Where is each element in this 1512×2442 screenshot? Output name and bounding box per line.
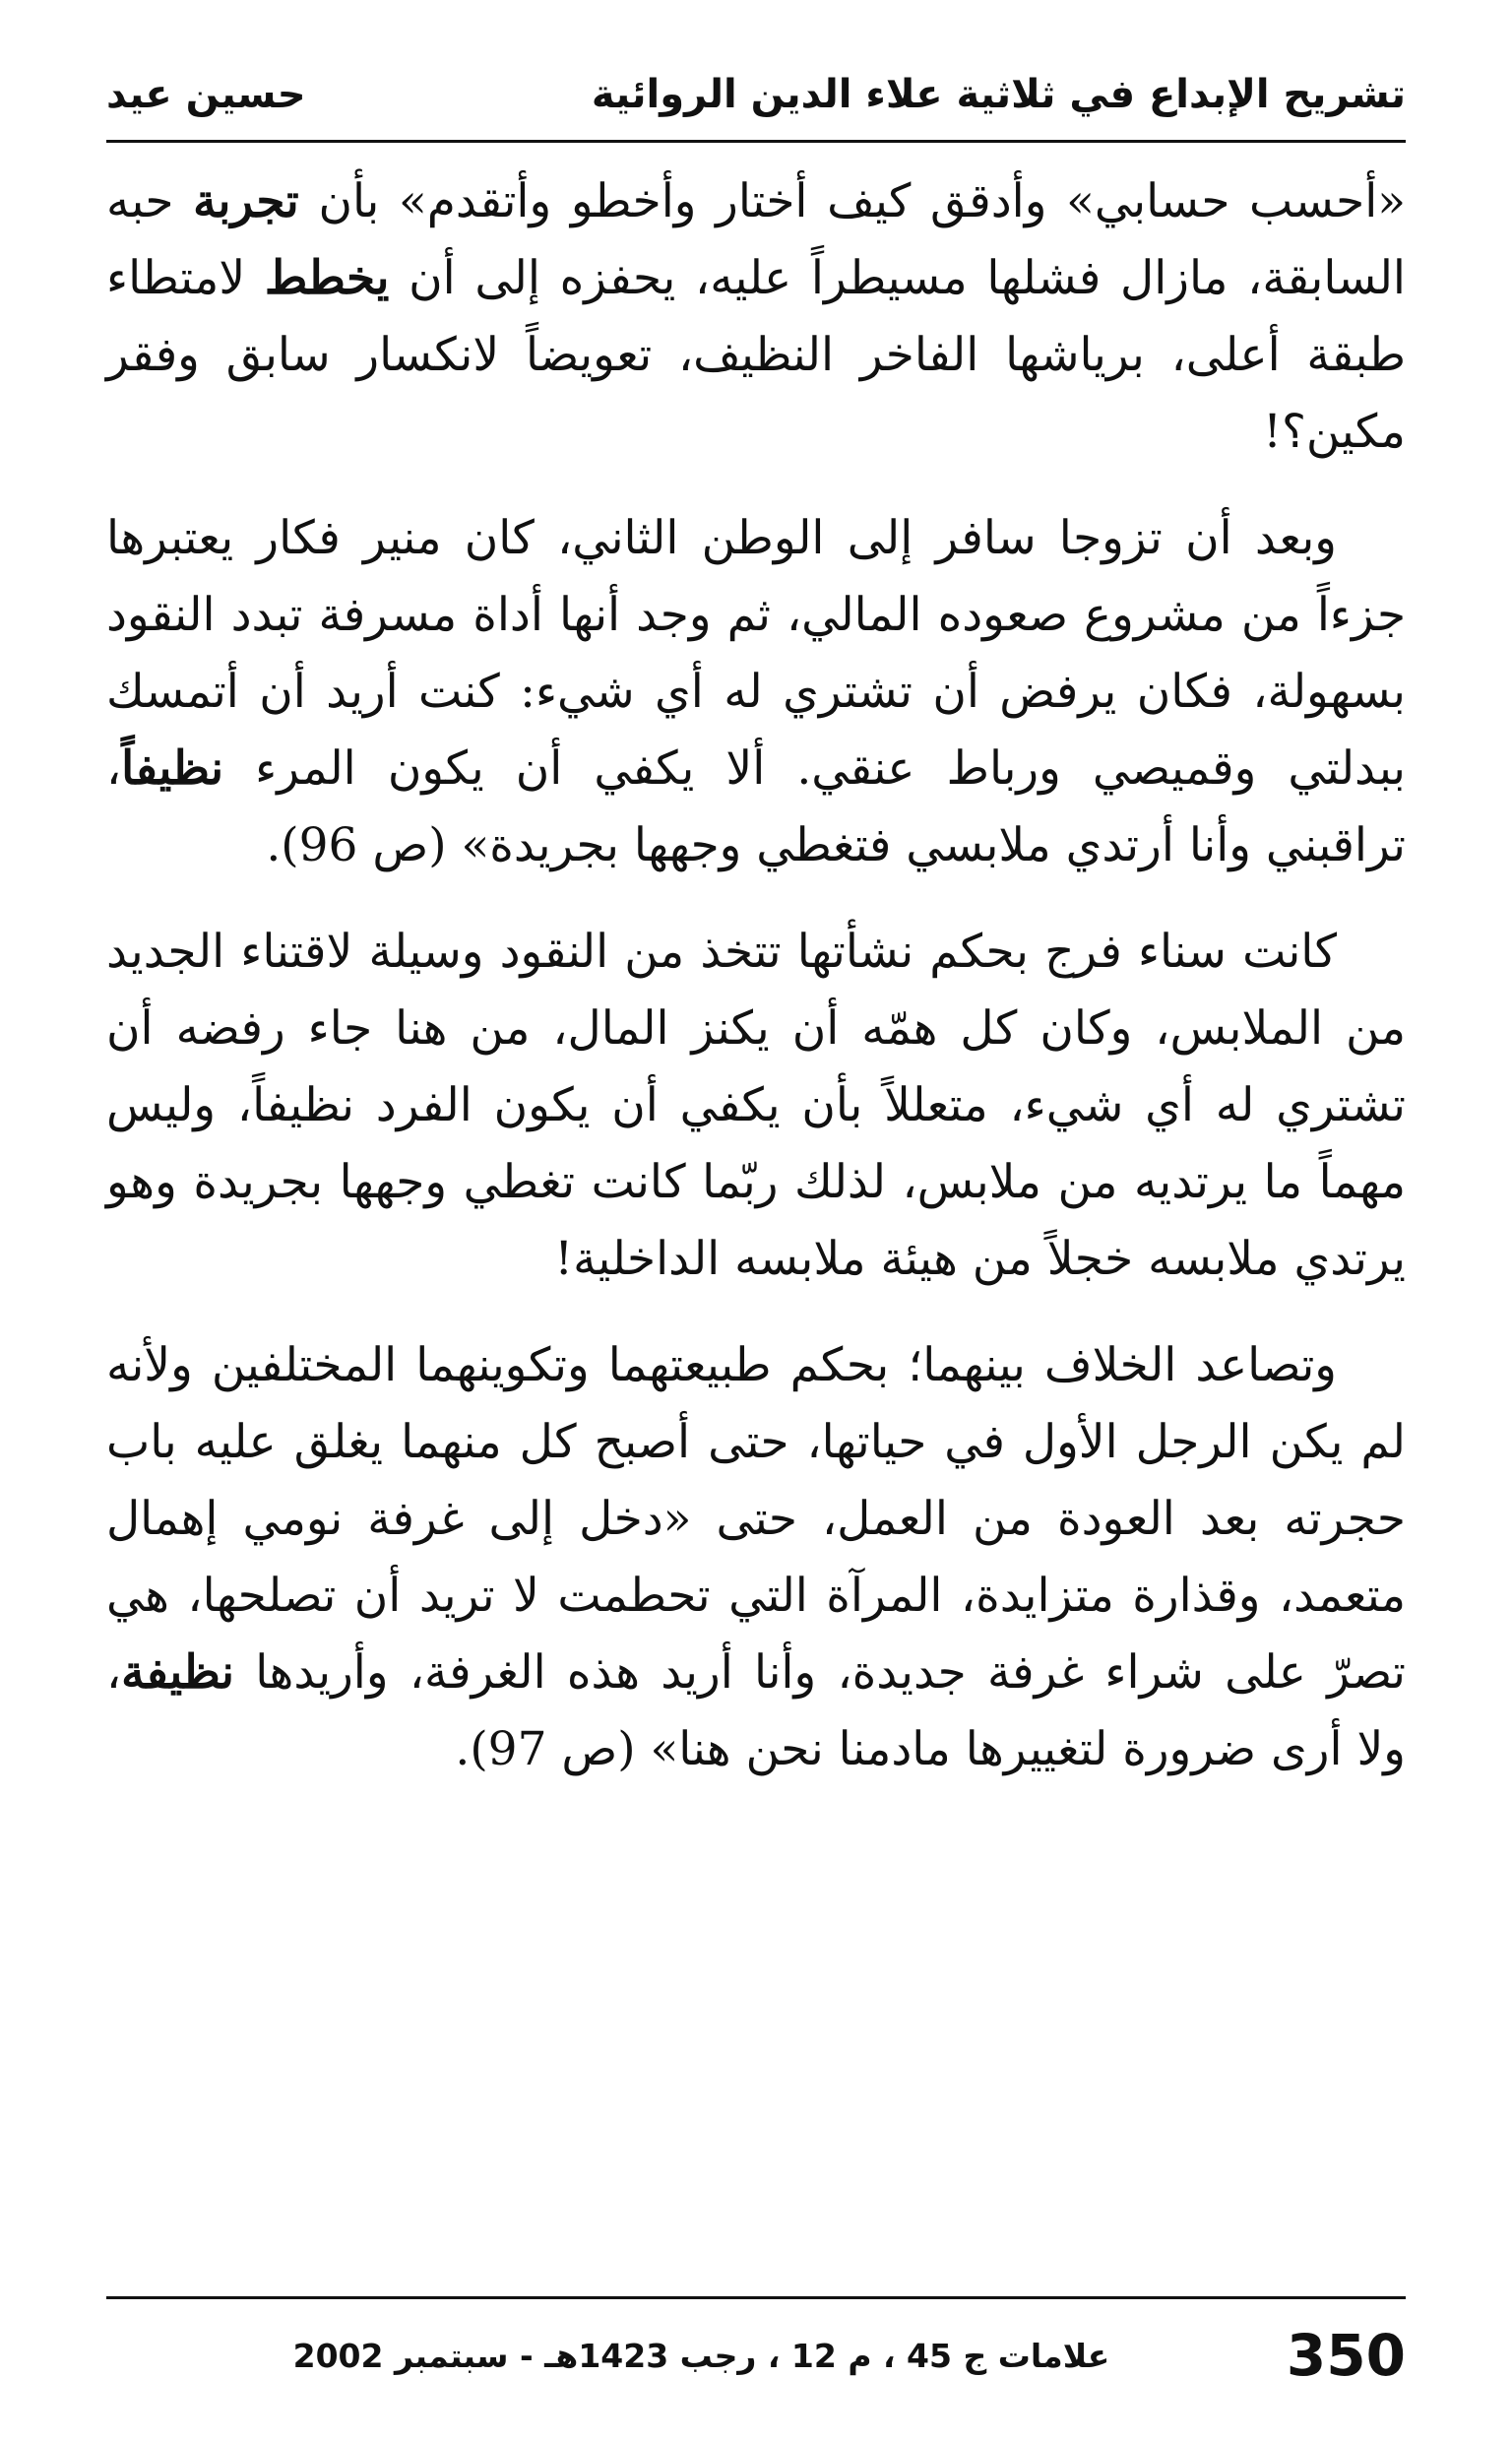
bold-term: تجربة [193,174,299,228]
paragraph: كانت سناء فرج بحكم نشأتها تتخذ من النقود وسيلة لاقتناء الجديد من الملابس، وكان كل همّه أن يكنز المال، من هنا جاء رفضه أن تشتري له أي شيء، متعللاً بأن يكفي أن يكون الفرد نظيفاً، وليس مهماً ما يرتديه من ملابس، لذلك ربّما كانت تغطي وجهها بجريدة وهو يرتدي ملابسه خجلاً من هيئة ملابسه الداخلية! [106,925,1406,1286]
bold-term: نظيفة [121,1645,234,1700]
page-footer [106,2316,1406,2395]
journal-info: علامات ج 45 ، م 12 ، رجب 1423هـ - سبتمبر 2002 [292,2336,1110,2375]
running-header [106,55,1406,134]
bold-term: يخطط [264,251,390,305]
header-rule [106,140,1406,143]
bold-term: نظيفاً [121,741,224,796]
article-title: تشريح الإبداع في ثلاثية علاء الدين الروائية [591,72,1406,117]
author-name: حسين عيد [106,72,306,117]
book-page [106,55,1406,2399]
paragraph: «أحسب حسابي» وأدقق كيف أختار وأخطو وأتقدم» بأن تجربة حبه السابقة، مازال فشلها مسيطراً عليه، يحفزه إلى أن يخطط لامتطاء طبقة أعلى، برياشها الفاخر النظيف، تعويضاً لانكسار سابق وفقر مكين؟! [106,174,1407,459]
paragraph: وتصاعد الخلاف بينهما؛ بحكم طبيعتهما وتكوينهما المختلفين ولأنه لم يكن الرجل الأول في حياتها، حتى أصبح كل منهما يغلق عليه باب حجرته بعد العودة من العمل، حتى «دخل إلى غرفة نومي إهمال متعمد، وقذارة متزايدة، المرآة التي تحطمت لا تريد أن تصلحها، هي تصرّ على شراء غرفة جديدة، وأنا أريد هذه الغرفة، وأريدها نظيفة، ولا أرى ضرورة لتغييرها مادمنا نحن هنا» (ص 97). [106,1338,1406,1776]
footer-rule [106,2296,1406,2299]
page-number: 350 [1286,2322,1406,2389]
paragraph: وبعد أن تزوجا سافر إلى الوطن الثاني، كان منير فكار يعتبرها جزءاً من مشروع صعوده المالي، ثم وجد أنها أداة مسرفة تبدد النقود بسهولة، فكان يرفض أن تشتري له أي شيء: كنت أريد أن أتمسك ببدلتي وقميصي ورباط عنقي. ألا يكفي أن يكون المرء نظيفاً، تراقبني وأنا أرتدي ملابسي فتغطي وجهها بجريدة» (ص 96). [106,511,1406,872]
body-text [106,163,1406,1818]
